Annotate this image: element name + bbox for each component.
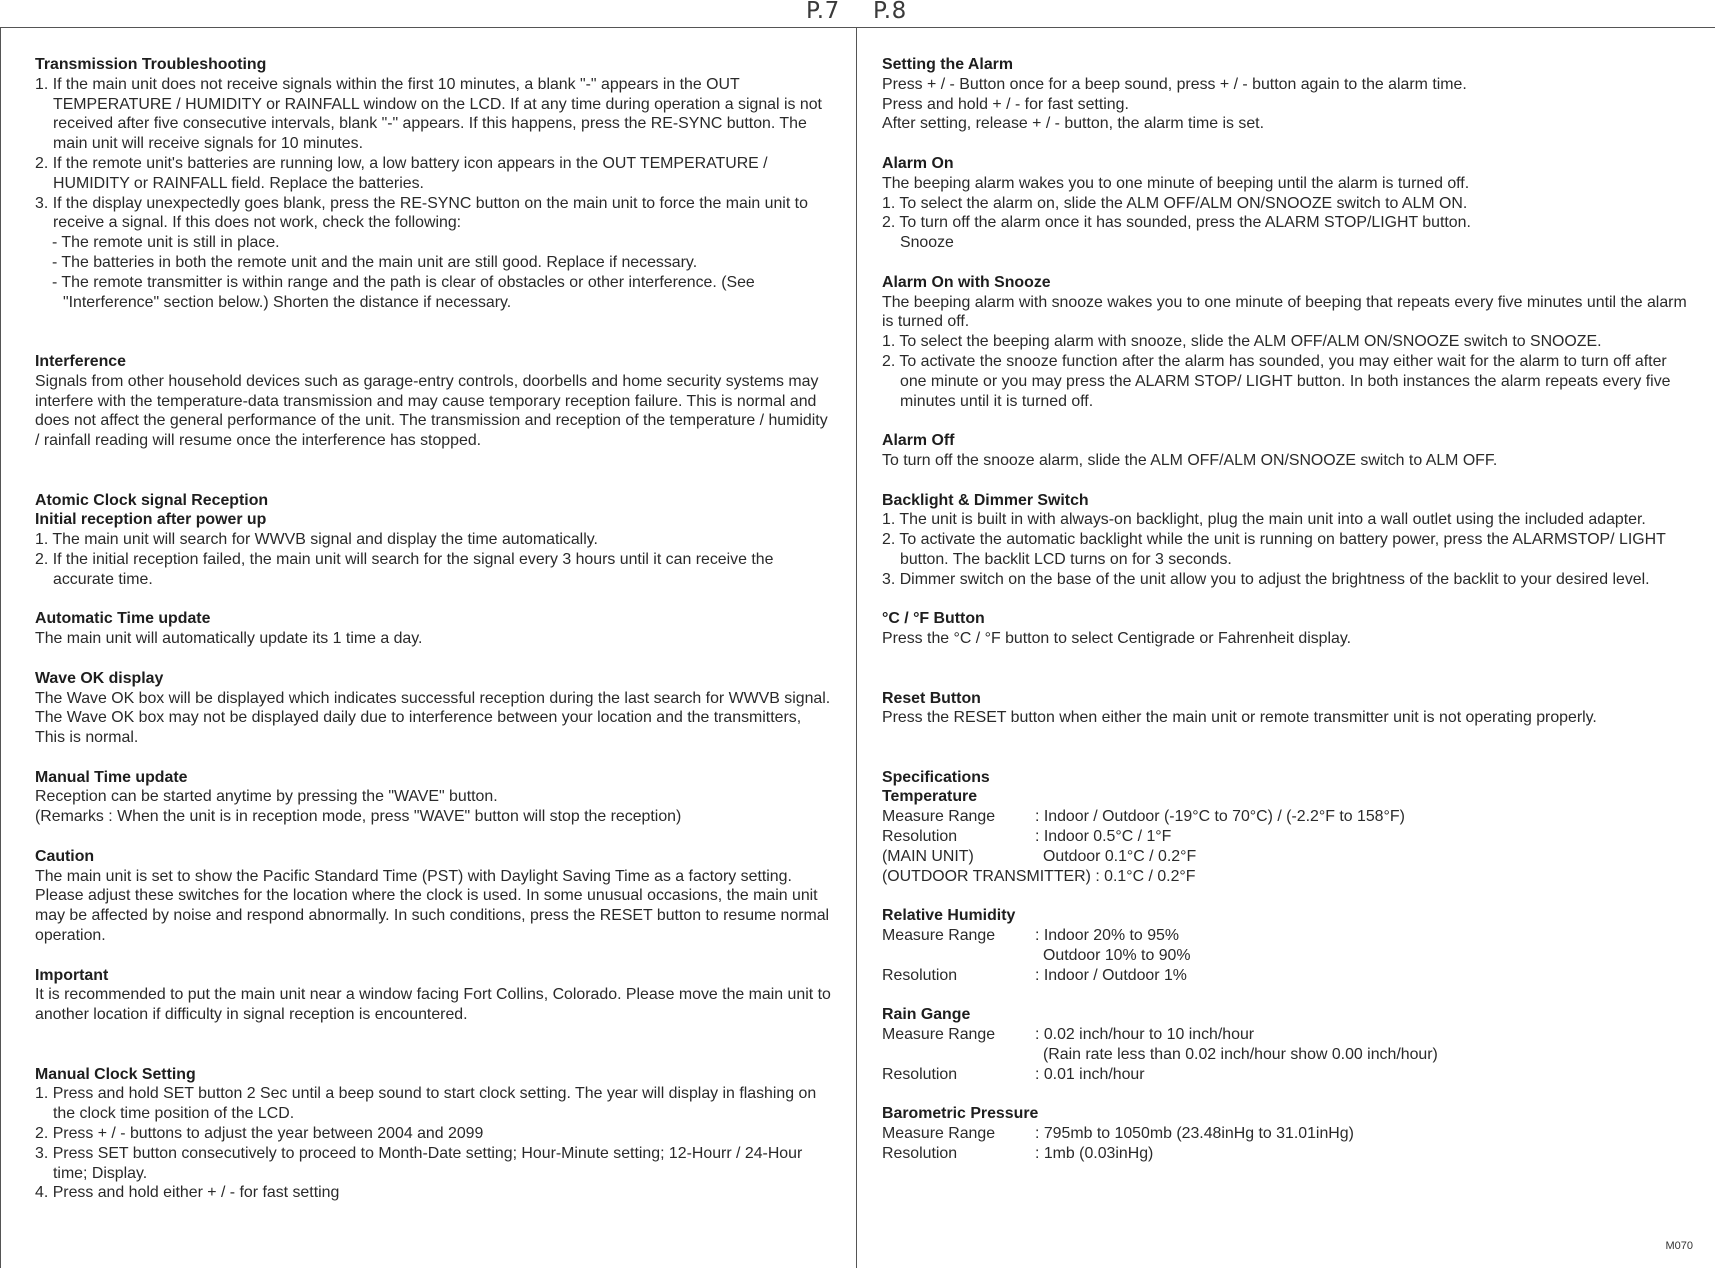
paragraph: Press the RESET button when either the main unit or remote transmitter unit is not operating properly. (882, 709, 1597, 727)
section-heading: Specifications (882, 768, 990, 786)
spec-value: : Indoor 20% to 95% (1035, 927, 1179, 945)
section-heading: Alarm On (882, 154, 954, 172)
alarm-off-section (882, 431, 1687, 471)
spec-value: : Indoor / Outdoor 1% (1035, 966, 1187, 984)
list-item: 2. To activate the automatic backlight while the unit is running on battery power, press the ALARMSTOP/ LIGHT button. The backlit LCD turns on for 3 seconds. (882, 531, 1666, 568)
spec-line: (OUTDOOR TRANSMITTER) : 0.1°C / 0.2°F (882, 867, 1196, 885)
spec-group-heading: Barometric Pressure (882, 1105, 1039, 1123)
spec-label: Resolution (882, 828, 958, 846)
cf-button-section (882, 609, 1687, 649)
section-heading: °C / °F Button (882, 610, 985, 628)
section-heading: Manual Time update (35, 768, 188, 786)
spec-value: : 0.02 inch/hour to 10 inch/hour (1035, 1026, 1255, 1044)
paragraph: Reception can be started anytime by pressing the "WAVE" button. (35, 788, 498, 806)
list-item: 3. Dimmer switch on the base of the unit allow you to adjust the brightness of the backlit to your desired level. (882, 570, 1650, 588)
paragraph: Press the °C / °F button to select Centigrade or Fahrenheit display. (882, 630, 1352, 648)
spec-group-heading: Relative Humidity (882, 907, 1016, 925)
transmission-troubleshooting-section (35, 55, 835, 312)
specifications-section (882, 768, 1687, 1164)
check-item: - The batteries in both the remote unit and the main unit are still good. Replace if necessary. (52, 253, 698, 271)
spec-value: Outdoor 0.1°C / 0.2°F (1043, 847, 1197, 865)
right-page-column (882, 55, 1687, 1164)
list-item: 1. To select the beeping alarm with snooze, slide the ALM OFF/ALM ON/SNOOZE switch to SNOOZE. (882, 333, 1602, 351)
paragraph: The beeping alarm with snooze wakes you to one minute of beeping that repeats every five minutes until the alarm is turned off. (882, 293, 1687, 331)
list-item: 2. To turn off the alarm once it has sounded, press the ALARM STOP/LIGHT button. (882, 214, 1471, 232)
reset-button-section (882, 689, 1687, 729)
spec-value: : Indoor 0.5°C / 1°F (1035, 828, 1172, 846)
alarm-on-section (882, 154, 1687, 253)
spec-row (882, 1065, 1687, 1085)
setting-alarm-section (882, 55, 1687, 134)
paragraph: The main unit is set to show the Pacific Standard Time (PST) with Daylight Saving Time as a factory setting. Please adjust these switches for the location where the clock is used. In some unusual occasions, the main unit may be affected by noise and respond abnormally. In such conditions, press the RESET button to resume normal operation. (35, 867, 830, 945)
page-number-right: P.8 (873, 0, 907, 24)
spec-row (882, 1025, 1687, 1045)
list-item: 2. To activate the snooze function after the alarm has sounded, you may either wait for the alarm to turn off after one minute or you may press the ALARM STOP/ LIGHT button. In both instances the alarm repeats every five minutes until it is turned off. (882, 352, 1671, 410)
spec-label: Measure Range (882, 927, 996, 945)
spec-label: Resolution (882, 1065, 958, 1083)
spec-value: : 0.01 inch/hour (1035, 1065, 1145, 1083)
paragraph: Press and hold + / - for fast setting. (882, 95, 1129, 113)
section-heading: Transmission Troubleshooting (35, 56, 267, 73)
model-code: M070 (1665, 1240, 1693, 1252)
list-item: 3. If the display unexpectedly goes blank, press the RE-SYNC button on the main unit to force the main unit to receive a signal. If this does not work, check the following: (35, 194, 808, 232)
paragraph: After setting, release + / - button, the alarm time is set. (882, 115, 1264, 133)
automatic-time-update-section (35, 609, 835, 649)
check-item: - The remote unit is still in place. (52, 234, 280, 252)
section-heading: Wave OK display (35, 669, 164, 687)
paragraph: The beeping alarm wakes you to one minute of beeping until the alarm is turned off. (882, 174, 1470, 192)
list-item: 1. To select the alarm on, slide the ALM OFF/ALM ON/SNOOZE switch to ALM ON. (882, 194, 1468, 212)
spec-row (882, 966, 1687, 986)
spec-label: Resolution (882, 966, 958, 984)
list-item: 1. If the main unit does not receive signals within the first 10 minutes, a blank "-" appears in the OUT TEMPERATURE / HUMIDITY or RAINFALL window on the LCD. If at any time during operation a signal is not received after five consecutive intervals, blank "-" appears. If this happens, press the RE-SYNC button. The main unit will receive signals for 10 minutes. (35, 75, 822, 153)
spec-row (882, 847, 1687, 867)
list-item: 2. If the initial reception failed, the main unit will search for the signal every 3 hours until it can receive the accurate time. (35, 550, 774, 588)
spec-group-heading: Rain Gange (882, 1006, 971, 1024)
list-item: 2. Press + / - buttons to adjust the year between 2004 and 2099 (35, 1125, 484, 1143)
section-heading: Atomic Clock signal Reception (35, 491, 269, 509)
section-subheading: Initial reception after power up (35, 511, 267, 529)
manual-clock-setting-section (35, 1065, 835, 1204)
spec-group-heading: Temperature (882, 788, 978, 806)
page-frame-top-border (0, 27, 1715, 28)
spec-row (882, 1124, 1687, 1144)
page-number-left: P.7 (806, 0, 840, 24)
list-item: 4. Press and hold either + / - for fast setting (35, 1184, 340, 1202)
caution-section (35, 847, 835, 946)
list-item: 1. The unit is built in with always-on backlight, plug the main unit into a wall outlet using the included adapter. (882, 511, 1646, 529)
section-heading: Important (35, 966, 109, 984)
section-heading: Alarm Off (882, 432, 955, 450)
paragraph: The Wave OK box will be displayed which indicates successful reception during the last search for WWVB signal. The Wave OK box may not be displayed daily due to interference between your location and the transmitters, This is normal. (35, 689, 831, 747)
section-heading: Setting the Alarm (882, 56, 1013, 73)
list-item: 3. Press SET button consecutively to proceed to Month-Date setting; Hour-Minute setting; 12-Hourr / 24-Hour time; Display. (35, 1144, 803, 1182)
backlight-dimmer-section (882, 491, 1687, 590)
spec-value: : 795mb to 1050mb (23.48inHg to 31.01inHg) (1035, 1125, 1354, 1143)
section-heading: Interference (35, 352, 126, 370)
spec-row (882, 827, 1687, 847)
spec-label: Measure Range (882, 1026, 996, 1044)
spec-value: : 1mb (0.03inHg) (1035, 1144, 1154, 1162)
paragraph: It is recommended to put the main unit near a window facing Fort Collins, Colorado. Please move the main unit to another location if difficulty in signal reception is encountered. (35, 986, 831, 1024)
spec-label: Resolution (882, 1144, 958, 1162)
section-heading: Automatic Time update (35, 610, 211, 628)
section-heading: Manual Clock Setting (35, 1065, 196, 1083)
alarm-snooze-section (882, 273, 1687, 412)
list-item: 2. If the remote unit's batteries are running low, a low battery icon appears in the OUT TEMPERATURE / HUMIDITY or RAINFALL field. Replace the batteries. (35, 154, 768, 192)
spec-row (882, 926, 1687, 946)
spec-label: Measure Range (882, 808, 996, 826)
spec-row (882, 1144, 1687, 1164)
section-heading: Caution (35, 847, 95, 865)
paragraph: Signals from other household devices such as garage-entry controls, doorbells and home security systems may interfere with the temperature-data transmission and may cause temporary reception failure. This is normal and does not affect the general performance of the unit. The transmission and reception of the temperature / humidity / rainfall reading will resume once the interference has stopped. (35, 372, 828, 450)
atomic-clock-section (35, 491, 835, 590)
paragraph: To turn off the snooze alarm, slide the ALM OFF/ALM ON/SNOOZE switch to ALM OFF. (882, 451, 1498, 469)
page-frame-left-border (0, 27, 1, 1268)
left-page-column (35, 55, 835, 1203)
wave-ok-section (35, 669, 835, 748)
page-divider (856, 27, 857, 1268)
manual-time-update-section (35, 768, 835, 827)
section-heading: Alarm On with Snooze (882, 273, 1051, 291)
snooze-note: Snooze (900, 234, 954, 252)
list-item: 1. Press and hold SET button 2 Sec until a beep sound to start clock setting. The year will display in flashing on the clock time position of the LCD. (35, 1085, 817, 1123)
important-section (35, 966, 835, 1025)
spec-row (882, 807, 1687, 827)
section-heading: Reset Button (882, 689, 981, 707)
paragraph: The main unit will automatically update its 1 time a day. (35, 630, 423, 648)
paragraph: (Remarks : When the unit is in reception mode, press "WAVE" button will stop the reception) (35, 808, 682, 826)
spec-label: Measure Range (882, 1125, 996, 1143)
interference-section (35, 352, 835, 451)
spec-value: (Rain rate less than 0.02 inch/hour show 0.00 inch/hour) (1043, 1045, 1438, 1063)
list-item: 1. The main unit will search for WWVB signal and display the time automatically. (35, 531, 598, 549)
check-item: - The remote transmitter is within range and the path is clear of obstacles or other interference. (See "Interference" section below.) Shorten the distance if necessary. (52, 273, 755, 311)
spec-value: : Indoor / Outdoor (-19°C to 70°C) / (-2.2°F to 158°F) (1035, 808, 1405, 826)
spec-label: (MAIN UNIT) (882, 847, 974, 865)
section-heading: Backlight & Dimmer Switch (882, 491, 1089, 509)
spec-value: Outdoor 10% to 90% (1043, 946, 1191, 964)
paragraph: Press + / - Button once for a beep sound, press + / - button again to the alarm time. (882, 75, 1467, 93)
